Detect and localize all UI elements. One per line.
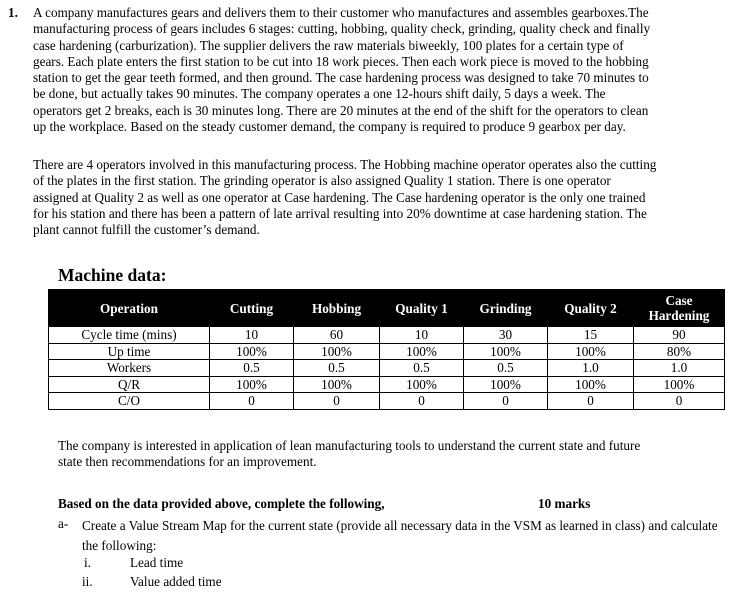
question-number: 1. bbox=[8, 5, 18, 20]
table-cell: 100% bbox=[634, 376, 725, 393]
table-row bbox=[49, 376, 725, 393]
text-line: up the workplace. Based on the steady customer demand, the company is required to produce 9 gearbox per day. bbox=[33, 119, 626, 135]
table-row bbox=[49, 343, 725, 360]
table-cell: 30 bbox=[464, 327, 548, 344]
text-line: of the plates in the first station. The grinding operator is also assigned Quality 1 station. There is one operator bbox=[33, 173, 611, 189]
row-label-cell: Up time bbox=[49, 343, 210, 360]
table-cell: 0 bbox=[294, 393, 380, 410]
column-header: Grinding bbox=[464, 290, 548, 327]
table-cell: 1.0 bbox=[634, 360, 725, 377]
column-header: Cutting bbox=[210, 290, 294, 327]
row-label-cell: Cycle time (mins) bbox=[49, 327, 210, 344]
table-cell: 1.0 bbox=[548, 360, 634, 377]
table-cell: 60 bbox=[294, 327, 380, 344]
text-line: assigned at Quality 2 as well as one operator at Case hardening. The Case hardening operator is the only one trained bbox=[33, 189, 646, 205]
table-cell: 0 bbox=[548, 393, 634, 410]
table-cell: 0.5 bbox=[380, 360, 464, 377]
sub-item-text: Lead time bbox=[130, 555, 184, 570]
marks-label: 10 marks bbox=[538, 496, 591, 511]
table-cell: 100% bbox=[464, 343, 548, 360]
text-line: A company manufactures gears and delivers them to their customer who manufactures and assembles gearboxes.The bbox=[33, 5, 649, 20]
machine-data-title: Machine data: bbox=[58, 265, 167, 285]
sub-item-label: i. bbox=[84, 555, 91, 570]
row-label-cell: C/O bbox=[49, 393, 210, 410]
table-row bbox=[49, 360, 725, 377]
column-header: Quality 2 bbox=[548, 290, 634, 327]
text-line: for his station and there has been a pattern of late arrival resulting into 20% downtime at case hardening station. The bbox=[33, 205, 647, 221]
part-a-text: Create a Value Stream Map for the current state (provide all necessary data in the VSM as learned in class) and calculate the following: bbox=[82, 518, 718, 553]
instructions-heading: Based on the data provided above, complete the following, bbox=[58, 496, 385, 511]
table-cell: 0.5 bbox=[294, 360, 380, 377]
table-body bbox=[49, 327, 725, 410]
column-header: Hobbing bbox=[294, 290, 380, 327]
text-line: operators get 2 breaks, each is 30 minutes long. There are 20 minutes at the end of the shift for the operators to clean bbox=[33, 102, 649, 118]
text-line: case hardening (carburization). The supplier delivers the raw materials biweekly, 100 plates for a certain type of bbox=[33, 37, 624, 53]
text-line: be done, but actually takes 90 minutes. The company operates a one 12-hours shift daily, 5 days a week. The bbox=[33, 86, 606, 102]
table-cell: 0 bbox=[464, 393, 548, 410]
table-cell: 100% bbox=[294, 376, 380, 393]
table-cell: 10 bbox=[380, 327, 464, 344]
table-cell: 100% bbox=[548, 343, 634, 360]
column-header: Case Hardening bbox=[634, 290, 725, 327]
column-header: Operation bbox=[49, 290, 210, 327]
table-cell: 90 bbox=[634, 327, 725, 344]
table-cell: 0.5 bbox=[464, 360, 548, 377]
text-line: There are 4 operators involved in this manufacturing process. The Hobbing machine operator operates also the cutting bbox=[33, 157, 657, 172]
lean-paragraph bbox=[58, 438, 738, 471]
table-cell: 100% bbox=[464, 376, 548, 393]
table-cell: 100% bbox=[380, 343, 464, 360]
table-row bbox=[49, 327, 725, 344]
part-a-label: a- bbox=[58, 516, 69, 531]
text-line: manufacturing process of gears includes 6 stages: cutting, hobbing, quality check, grinding, quality check and finally bbox=[33, 21, 651, 37]
row-label-cell: Q/R bbox=[49, 376, 210, 393]
table-cell: 0 bbox=[634, 393, 725, 410]
text-line: plant cannot fulfill the customer’s demand. bbox=[33, 222, 260, 238]
text-line: The company is interested in application of lean manufacturing tools to understand the current state and future bbox=[58, 438, 641, 453]
row-label-cell: Workers bbox=[49, 360, 210, 377]
machine-data-table bbox=[48, 289, 725, 410]
table-cell: 0.5 bbox=[210, 360, 294, 377]
table-cell: 100% bbox=[210, 376, 294, 393]
sub-item-text: Value added time bbox=[130, 574, 222, 589]
sub-item-label: ii. bbox=[82, 574, 93, 589]
table-cell: 0 bbox=[210, 393, 294, 410]
table-row bbox=[49, 393, 725, 410]
table-cell: 100% bbox=[294, 343, 380, 360]
table-header-row bbox=[49, 290, 725, 327]
table-cell: 100% bbox=[548, 376, 634, 393]
table-cell: 100% bbox=[380, 376, 464, 393]
problem-paragraph-1 bbox=[33, 5, 739, 135]
text-line: state then recommendations for an improvement. bbox=[58, 454, 317, 470]
table-cell: 15 bbox=[548, 327, 634, 344]
problem-paragraph-2 bbox=[33, 157, 739, 238]
table-cell: 80% bbox=[634, 343, 725, 360]
table-cell: 10 bbox=[210, 327, 294, 344]
text-line: gears. Each plate enters the first station to be cut into 18 work pieces. Then each work piece is moved to the hobbing bbox=[33, 53, 649, 69]
table-cell: 100% bbox=[210, 343, 294, 360]
text-line: station to get the gear teeth formed, and then ground. The case hardening process was designed to take 70 minutes to bbox=[33, 70, 649, 86]
table-cell: 0 bbox=[380, 393, 464, 410]
column-header: Quality 1 bbox=[380, 290, 464, 327]
